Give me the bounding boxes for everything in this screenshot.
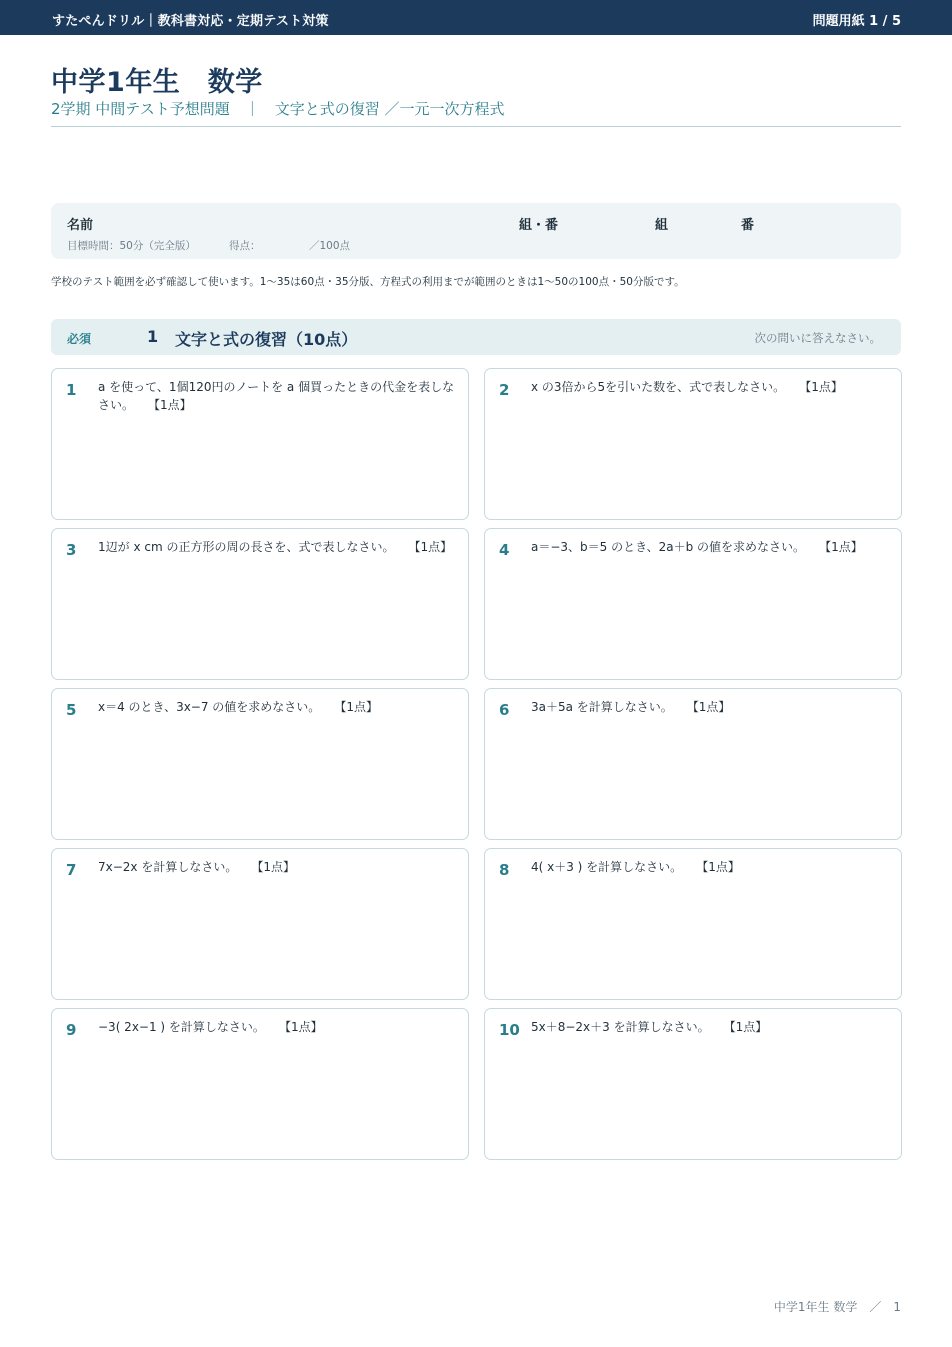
question-points: 【1点】 xyxy=(729,1020,768,1034)
question-card xyxy=(484,528,902,680)
question-text xyxy=(98,858,456,876)
question-text xyxy=(98,698,456,716)
question-prompt: 7x−2x を計算しなさい。 xyxy=(98,860,238,874)
question-number: 1 xyxy=(66,381,77,399)
question-text xyxy=(98,538,456,556)
question-points: 【1点】 xyxy=(257,860,295,874)
question-number: 2 xyxy=(499,381,510,399)
question-text xyxy=(531,698,889,716)
top-header-bar xyxy=(0,0,952,35)
question-prompt: 3a＋5a を計算しなさい。 xyxy=(531,700,673,714)
brand-label: すたぺんドリル｜教科書対応・定期テスト対策 xyxy=(52,14,329,29)
page-subtitle: 2学期 中間テスト予想問題 ｜ 文字と式の復習 ／一元一次方程式 xyxy=(51,100,505,118)
question-prompt: 4( x＋3 ) を計算しなさい。 xyxy=(531,860,683,874)
question-card xyxy=(484,848,902,1000)
class-unit-label: 組 xyxy=(655,218,669,233)
page-title: 中学1年生 数学 xyxy=(51,67,263,98)
question-prompt: a を使って、1個120円のノートを a 個買ったときの代金を表しなさい。 xyxy=(98,380,455,412)
score-total-label: ／100点 xyxy=(309,240,351,252)
question-card xyxy=(51,688,469,840)
question-points: 【1点】 xyxy=(805,380,843,394)
question-number: 8 xyxy=(499,861,510,879)
question-prompt: 1辺が x cm の正方形の周の長さを、式で表しなさい。 xyxy=(98,540,395,554)
question-text xyxy=(98,378,456,414)
question-number: 9 xyxy=(66,1021,77,1039)
question-number: 5 xyxy=(66,701,77,719)
student-info-box xyxy=(51,203,901,259)
question-text xyxy=(531,1018,889,1036)
class-number-label: 組・番 xyxy=(519,218,559,233)
question-card xyxy=(51,368,469,520)
section-instruction: 次の問いに答えなさい。 xyxy=(754,331,881,345)
page-footer: 中学1年生 数学 ／ 1 xyxy=(773,1300,901,1314)
question-prompt: x＝4 のとき、3x−7 の値を求めなさい。 xyxy=(98,700,321,714)
question-points: 【1点】 xyxy=(154,398,192,412)
section-title: 文字と式の復習（10点） xyxy=(175,330,358,349)
score-label: 得点： xyxy=(229,240,261,252)
question-points: 【1点】 xyxy=(414,540,453,554)
sheet-page-indicator: 問題用紙 1 / 5 xyxy=(812,14,901,29)
question-card xyxy=(484,368,902,520)
question-text xyxy=(531,538,889,556)
number-unit-label: 番 xyxy=(741,218,755,233)
question-number: 10 xyxy=(499,1021,520,1039)
question-number: 4 xyxy=(499,541,510,559)
question-prompt: a＝−3、b＝5 のとき、2a＋b の値を求めなさい。 xyxy=(531,540,806,554)
question-number: 3 xyxy=(66,541,77,559)
question-card xyxy=(51,1008,469,1160)
question-text xyxy=(531,858,889,876)
question-card xyxy=(484,688,902,840)
question-card xyxy=(484,1008,902,1160)
question-prompt: x の3倍から5を引いた数を、式で表しなさい。 xyxy=(531,380,786,394)
question-points: 【1点】 xyxy=(702,860,740,874)
question-text xyxy=(531,378,889,396)
question-points: 【1点】 xyxy=(284,1020,323,1034)
scope-notice: 学校のテスト範囲を必ず確認して使います。1〜35は60点・35分版、方程式の利用までが範囲のときは1〜50の100点・50分版です。 xyxy=(51,276,685,288)
question-prompt: −3( 2x−1 ) を計算しなさい。 xyxy=(98,1020,265,1034)
question-text xyxy=(98,1018,456,1036)
section-number: 1 xyxy=(147,327,159,346)
question-points: 【1点】 xyxy=(340,700,378,714)
required-badge: 必須 xyxy=(67,332,92,346)
question-prompt: 5x＋8−2x＋3 を計算しなさい。 xyxy=(531,1020,710,1034)
question-number: 6 xyxy=(499,701,510,719)
title-divider xyxy=(51,126,901,127)
question-points: 【1点】 xyxy=(825,540,863,554)
question-points: 【1点】 xyxy=(692,700,731,714)
question-card xyxy=(51,848,469,1000)
name-label: 名前 xyxy=(67,218,94,233)
question-number: 7 xyxy=(66,861,77,879)
target-time-label: 目標時間：50分（完全版） xyxy=(67,240,196,252)
question-card xyxy=(51,528,469,680)
section-header xyxy=(51,319,901,355)
